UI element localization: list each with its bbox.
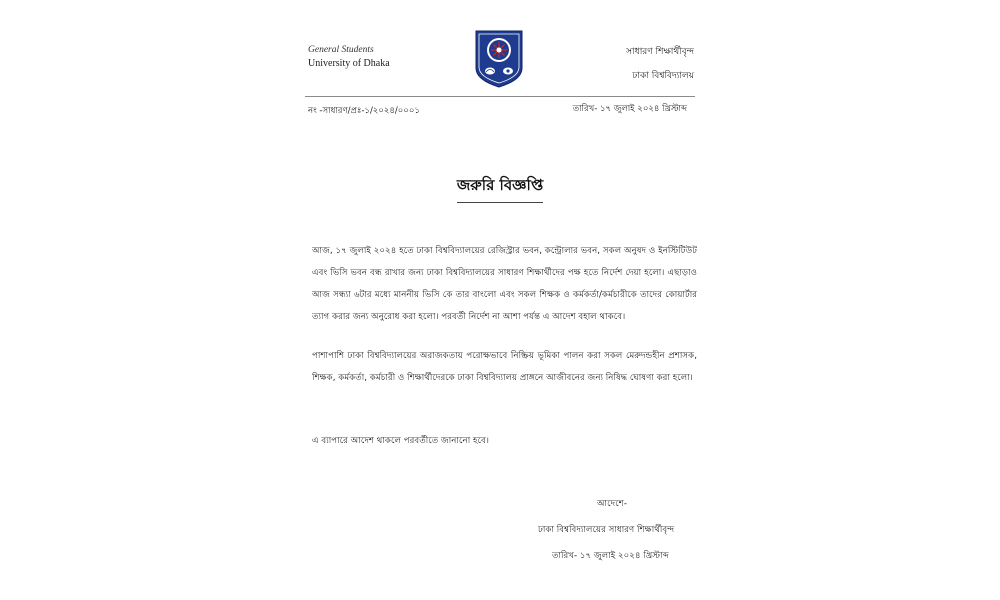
notice-paragraph: পাশাপাশি ঢাকা বিশ্ববিদ্যালয়ের অরাজকতায় পরোক্ষভাবে নিষ্ক্রিয় ভূমিকা পালন করা সকল মেরুদন্ডহীন প্রশাসক, শিক্ষক, কর্মকর্তা, কর্মচারী ও শিক্ষার্থীদেরকে ঢাকা বিশ্ববিদ্যালয় প্রাঙ্গনে আজীবনের জন্য নিষিদ্ধ ঘোষণা করা হলো। <box>312 351 697 383</box>
notice-paragraph: আজ, ১৭ জুলাই ২০২৪ হতে ঢাকা বিশ্ববিদ্যালয়ের রেজিস্ট্রার ভবন, কন্ট্রোলার ভবন, সকল অনুষদ ও ইনস্টিটিউট এবং ভিসি ভবন বন্ধ রাখার জন্য ঢাকা বিশ্ববিদ্যালয়ের সাধারণ শিক্ষার্থীদের পক্ষ হতে নির্দেশ দেয়া হলো। এছাড়াও আজ সন্ধ্যা ৬টার মধ্যে মাননীয় ভিসি কে তার বাংলো এবং সকল শিক্ষক ও কর্মকর্তা/কর্মচারীকে তাদের কোয়ার্টার ত্যাগ করার জন্য অনুরোধ করা হলো। পরবর্তী নির্দেশ না আশা পর্যন্ত এ আদেশ বহাল থাকবে। <box>312 246 697 322</box>
university-logo-icon <box>475 30 523 88</box>
university-name-english: University of Dhaka <box>308 58 390 69</box>
reference-date: তারিখ- ১৭ জুলাই ২০২৪ খ্রিস্টাব্দ <box>572 104 687 114</box>
reference-number: নং -সাধারণ/প্রঃ-১/২০২৪/০০০১ <box>308 106 420 116</box>
header-left <box>308 44 390 70</box>
header-right <box>626 40 694 88</box>
notice-paragraph: এ ব্যাপারে আদেশ থাকলে পরবর্তীতে জানানো হবে। <box>312 436 489 446</box>
signature-issuer: ঢাকা বিশ্ববিদ্যালয়ের সাধারণ শিক্ষার্থীবৃন্দ <box>538 525 675 535</box>
org-name-english: General Students <box>308 45 374 55</box>
org-name-bengali: সাধারণ শিক্ষার্থীবৃন্দ <box>626 47 694 57</box>
notice-title-wrap <box>0 174 1000 203</box>
signature-date: তারিখ- ১৭ জুলাই ২০২৪ খ্রিস্টাব্দ <box>552 551 669 561</box>
university-name-bengali: ঢাকা বিশ্ববিদ্যালয় <box>632 71 694 81</box>
notice-title: জরুরি বিজ্ঞপ্তি <box>457 174 543 203</box>
header-divider <box>305 96 695 97</box>
signature-order-label: আদেশে- <box>597 499 627 509</box>
